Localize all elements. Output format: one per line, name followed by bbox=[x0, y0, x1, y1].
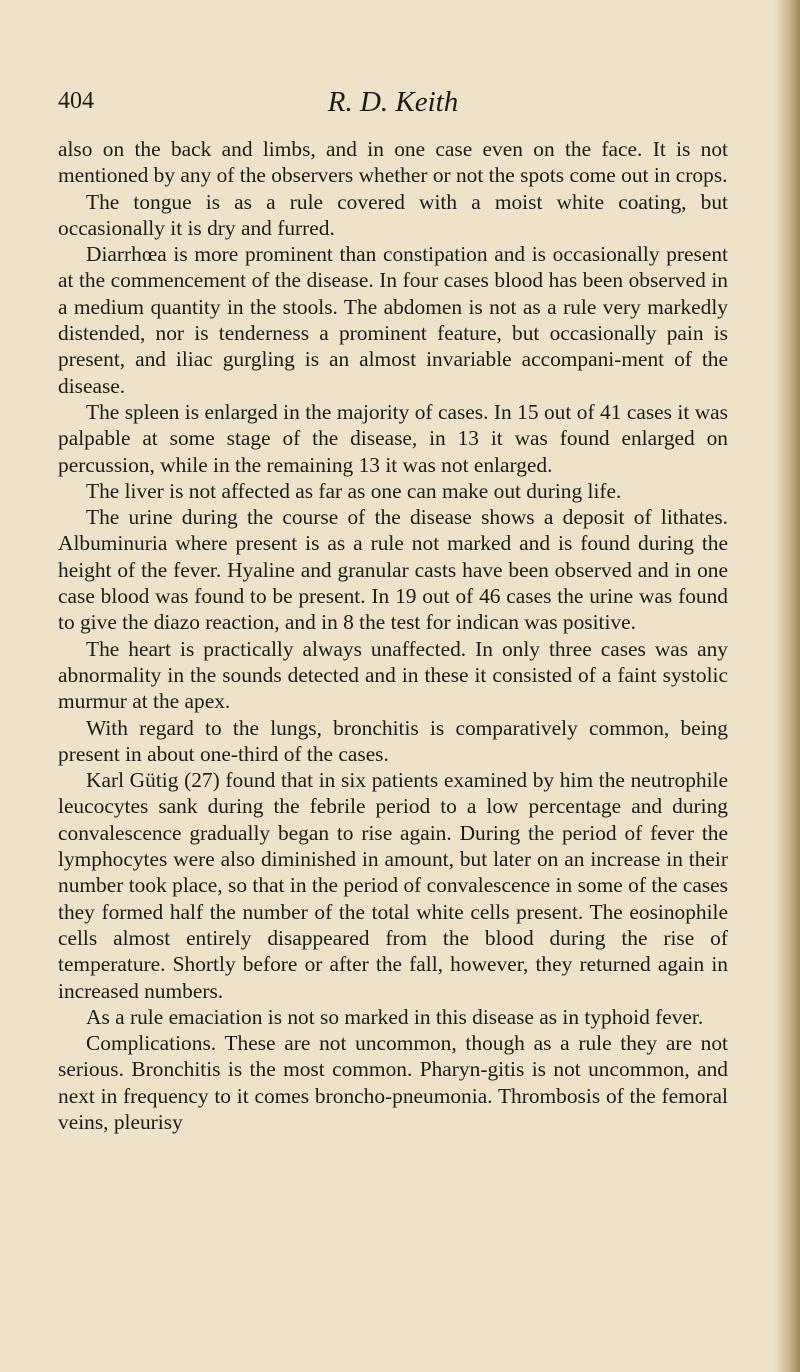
paragraph-lungs: With regard to the lungs, bronchitis is comparatively common, being present in about one-third of the cases. bbox=[58, 715, 728, 766]
paragraph-spleen: The spleen is enlarged in the majority of cases. In 15 out of 41 cases it was palpable at some stage of the disease, in 13 it was found enlarged on percussion, while in the remaining 13 it was not enlarged. bbox=[58, 399, 728, 477]
paragraph-tongue: The tongue is as a rule covered with a moist white coating, but occasionally it is dry and furred. bbox=[58, 189, 728, 240]
page-header bbox=[58, 88, 728, 128]
paragraph-diarrhoea: Diarrhœa is more prominent than constipation and is occasionally present at the commencement of the disease. In four cases blood has been observed in a medium quantity in the stools. The abdomen is not as a rule very markedly distended, nor is tenderness a prominent feature, but occasionally pain is present, and iliac gurgling is an almost invariable accompani-ment of the disease. bbox=[58, 242, 728, 398]
paragraph-spots: also on the back and limbs, and in one case even on the face. It is not mentioned by any of the observers whether or not the spots come out in crops. bbox=[58, 137, 728, 188]
paragraph-blood-counts: Karl Gütig (27) found that in six patients examined by him the neutrophile leucocytes sank during the febrile period to a low percentage and during convalescence gradually began to rise again. During the period of fever the lymphocytes were also diminished in amount, but later on an increase in their number took place, so that in the period of convalescence in some of the cases they formed half the number of the total white cells present. The eosinophile cells almost entirely disappeared from the blood during the rise of temperature. Shortly before or after the fall, however, they returned again in increased numbers. bbox=[58, 768, 728, 1003]
page-number: 404 bbox=[58, 88, 94, 114]
paragraph-heart: The heart is practically always unaffected. In only three cases was any abnormality in the sounds detected and in these it consisted of a faint systolic murmur at the apex. bbox=[58, 636, 728, 714]
paragraph-liver: The liver is not affected as far as one can make out during life. bbox=[86, 478, 622, 503]
paragraph-emaciation: As a rule emaciation is not so marked in this disease as in typhoid fever. bbox=[86, 1004, 704, 1029]
page-edge-shadow bbox=[774, 0, 800, 1372]
paragraph-complications: Complications. These are not uncommon, though as a rule they are not serious. Bronchitis is the most common. Pharyn-gitis is not uncommon, and next in frequency to it comes broncho-pneumonia. Thrombosis of the femoral veins, pleurisy bbox=[58, 1031, 728, 1134]
body-text bbox=[58, 136, 728, 1135]
paragraph-urine: The urine during the course of the disease shows a deposit of lithates. Albuminuria where present is as a rule not marked and is found during the height of the fever. Hyaline and granular casts have been observed and in one case blood was found to be present. In 19 out of 46 cases the urine was found to give the diazo reaction, and in 8 the test for indican was positive. bbox=[58, 505, 728, 635]
running-head: R. D. Keith bbox=[327, 86, 459, 118]
